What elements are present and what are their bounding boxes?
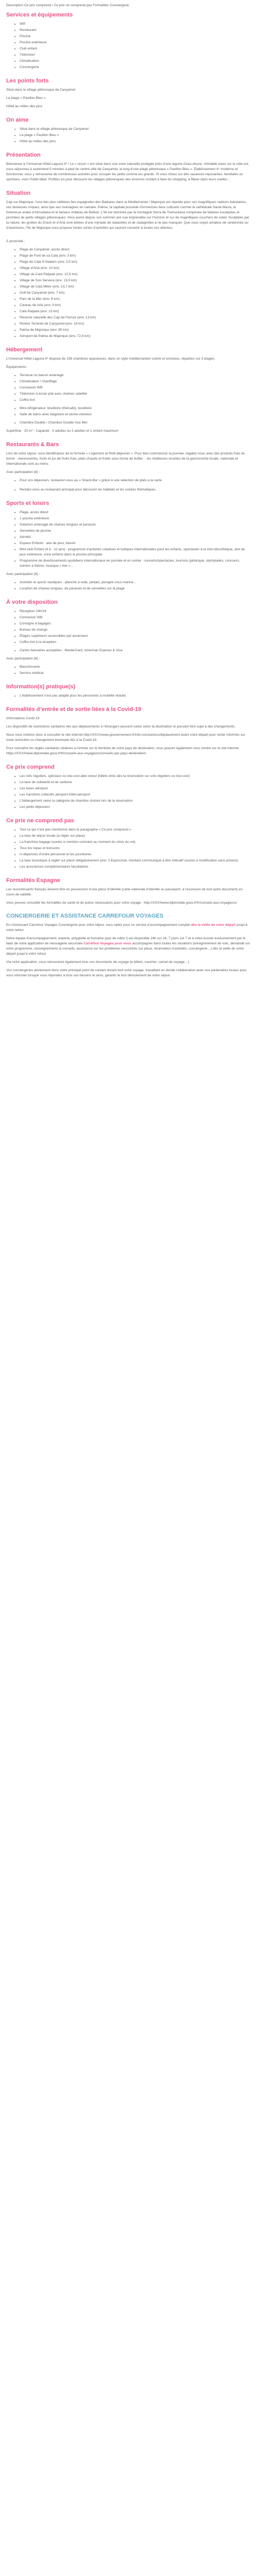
lodging-room-types [6,420,252,426]
location-title: Situation [6,190,31,196]
list-item: • Serviettes de piscine [20,529,252,534]
list-item: • Wifi [20,22,252,27]
concierge-paragraph-3: Via notre application, vous retrouverez également tous vos documents de voyage (e-billets, voucher, carnet de voyage…) [6,960,189,964]
sports-paid-list [6,580,252,591]
covid-subtitle: Informations Covid 19 [6,717,40,720]
not-included-list [6,827,252,870]
list-item: • La plage « Pavillon Bleu » [20,133,252,138]
services-list [6,22,252,70]
list-item: • Aéroport de Palma de Majorque (env. 72,6 km) [20,334,252,339]
disposal-cards [6,648,252,653]
list-item: • Réserve naturelle des Cap de Ferrutx (env. 13 km) [20,315,252,320]
list-item: • Village de Cala Millor (env. 13,7 km) [20,284,252,290]
list-item: • Les petits déjeuners [20,805,252,810]
list-item: • Connexion Wifi [20,385,252,391]
list-item: • Cala Ratjada (env. 13 km) [20,309,252,314]
list-item: • Les vols réguliers, spéciaux ou low-cost aller-retour (billets émis dès la réservation sur vols réguliers ou low-cost) [20,774,252,779]
list-item: • Plage de Font de sa Cala (env. 3 km) [20,253,252,259]
list-item: • Plage, accès direct [20,510,252,515]
spain-formalities-paragraph-2: Vous pouvez consulter les formalités de santé et de police nécessaires pour votre voyage : http://XXXXwww.diplomatie.gouv.fr/fr/conseils-aux-voyageurs/ [6,901,237,905]
list-item: • Restaurant [20,28,252,33]
list-item: • Golf de Canyamel (env. 7 km) [20,291,252,296]
concierge-highlight-1: dès la veille de votre départ [191,923,236,927]
list-item: • Réception 24h/24 [20,609,252,614]
lodging-text: L’Universal Hôtel Laguna 4* dispose de 158 chambres spacieuses, dans un style méditerranéen coloré et lumineux, réparties sur 3 étages. [6,357,216,361]
nearby-label: À proximité : [6,240,25,243]
list-item: • Mini-réfrigérateur, bouilloire (thé/café), bouilloire [20,406,252,411]
list-item: • Espace Enfants : aire de jeux, bassin [20,541,252,546]
product-description [0,0,258,978]
list-item: • La taxe touristique à régler sur place obligatoirement (env. 2 €/pers/nuit, montant communiqué à titre indicatif soumis à modification sans préavis) [20,858,252,863]
restaurants-title: Restaurants & Bars [6,442,59,448]
list-item: • Coffre-fort à la réception [20,640,252,645]
list-item: • Télévision à écran plat avec chaînes satellite [20,392,252,397]
list-item: • Consigne à bagages [20,621,252,626]
list-item: • Blanchisserie [20,665,252,670]
spain-formalities-title: Formalités Espagne [6,877,60,884]
lodging-title: Hébergement [6,347,43,353]
list-item: • Tous les repas et boissons [20,846,252,851]
list-item: • Pour vos déjeuners, restaurez-vous au « Snack-Bar » grâce à une sélection de plats à la carte [20,478,252,483]
list-item: • Étages supérieurs accessibles par ascenseur [20,634,252,639]
list-item: • Solarium aménagé de chaises longues et parasols [20,522,252,528]
disposal-paid-list [6,665,252,676]
list-item: • Caveau de Artà (env. 9 km) [20,303,252,308]
list-item: • Parc de la Mer (env. 8 km) [20,297,252,302]
info-list [6,693,252,699]
lodging-equip-list-2 [6,406,252,417]
at-a-glance-list [6,127,252,144]
at-a-glance-title: On aime [6,117,29,123]
list-item: • Situé dans le village pittoresque de Canyamel [20,127,252,132]
list-item: • Salle de bains avec baignoire et sèche-cheveux [20,412,252,417]
list-item: • Club enfant [20,46,252,52]
list-item: • Palma de Majorque (env. 80 km) [20,328,252,333]
list-item: • Climatisation / chauffage [20,379,252,384]
list-item: • Coffre-fort [20,398,252,403]
info-title: Information(s) pratique(s) [6,684,75,690]
list-item: • Connexion Wifi [20,615,252,620]
sports-paid-label: Avec participation (€) : [6,572,40,576]
presentation-text: Bienvenue à l’Universal Hôtel Laguna 4* ! Le « resort » est situé dans une zone naturelle protégée près d’une lagune d’eau douce. Véritable oasis sur la côte est, vous séjournez à seulement 5 minutes à pied du centre-ville de Canyamel, la long d’une plage pittoresque « Pavillon Bleu ». Établissement 4* moderne et fonctionnel, vous y retrouverez de nombreuses activités pour occuper les petits comme les grands. Si vous misez sur des vacances reposantes, familiales ou sportives, voici l’hôtel idéal. Profitez en pour découvrir les villages pittoresques des environs invitant à faire du shopping, à flâner dans leurs ruelles… [6,162,249,181]
disposal-paid-label: Avec participation (€) : [6,657,40,660]
lodging-surface: Superficie : 20 m² - Capacité : 3 adultes ou 2 adultes et 1 enfant maximum [6,429,118,433]
nearby-list [6,247,252,339]
strong-points-lines [6,88,252,109]
list-item: • Plage de Canyamel, accès direct [20,247,252,252]
list-item: • Les assurances complémentaires facultatives [20,865,252,870]
list-item: • Climatisation [20,59,252,64]
sports-list [6,510,252,569]
list-item: • Tout ce qui n’est pas mentionné dans le paragraphe « Ce prix comprend » [20,827,252,833]
not-included-title: Ce prix ne comprend pas [6,818,74,824]
list-item: • ni dépenses d’ordre personnel et les pourboires [20,852,252,857]
concierge-paragraph-1: En choisissant Carrefour Voyages Conciergerie pour votre séjour, vous optez pour un service d’accompagnement complet dès la veille de votre départ jusqu’à votre retour. [6,923,248,932]
list-item: • Plage de Cala S’Aladern (env. 3,5 km) [20,260,252,265]
list-item: • Les taxes aéroport [20,786,252,791]
list-item: • 1 piscine extérieure [20,516,252,521]
disposal-title: À votre disposition [6,599,58,605]
list-item: • Chambre Double / Chambre Double Vue Mer [20,420,252,426]
text-line: La plage « Pavillon Bleu » [6,96,46,100]
concierge-highlight-2: Carrefour Voyages pour vous [83,942,132,945]
list-item: • Service médical [20,671,252,676]
text-line: Hôtel au milieu des pins [6,105,43,108]
restaurants-paid-list [6,478,252,493]
lodging-equip-label: Équipements : [6,365,28,369]
covid-paragraph-1: Les dispositifs de restrictions sanitaires liés aux déplacements à l’étrangers peuvent varier selon la destination et pouvant être sujet à des changements. [6,725,236,728]
covid-paragraph-2: Nous vous invitons donc à consulter le site internet http://XXXXwww.gouvernement.fr/info-coronavirus/deplacement avant votre départ pour rester informés sur toute restriction ou changement éventuels liés à la Covid-19. [6,733,246,742]
list-item: • Télévision [20,53,252,58]
list-item: • Conciergerie [20,65,252,70]
list-item: • Mini-club Enfant (4 à - 12 ans) : programme d’activités créatives et ludiques internationales pour les enfants, spectacles à la mini-discothèque, aire de jeux extérieure, zone enfants dans la piscine principale [20,547,252,557]
strong-points-title: Les points forts [6,78,49,84]
presentation-title: Présentation [6,152,41,158]
list-item: • Piscine extérieure [20,40,252,45]
included-title: Ce prix comprend [6,764,55,770]
list-item: • L’établissement n’est pas adapté pour les personnes à mobilité réduite. [20,693,252,699]
list-item: • Village de Cala Ratjada (env. 12,5 km) [20,272,252,277]
list-item: • La franchise bagage (soute) si mention contraire au moment du choix du vol) [20,840,252,845]
text-line: Situé dans le village pittoresque de Canyamel [6,88,75,92]
list-item: • Piscine [20,34,252,39]
list-item: • Aérobic [20,535,252,540]
list-item: • Rivière Torrente de Canyamel (env. 18 km) [20,321,252,327]
list-item: • Terrasse ou balcon aménagé [20,373,252,378]
restaurants-text: Lors de votre séjour, vous bénéficierez de la formule « Logement et Petit-déjeuner ». Pour bien commencer la journée, régalez-vous avec des produits frais du terroir : viennoiseries, fruits et jus de fruits frais, plats chauds et froids sous forme de buffet… les meilleures recettes de la gastronomie locale, nationale et internationale sont au menu. [6,452,245,466]
list-item: • Bureau de change [20,628,252,633]
covid-title: Formalités d’entrée et de sortie liées à la Covid-19 [6,706,141,713]
list-item: • Activités et sports nautiques : planche à voile, pédalo, plongée sous-marine… [20,580,252,585]
list-item: • La taxe de séjour locale (à régler sur place) [20,834,252,839]
list-item: • Village de Son Servera (env. 13,5 km) [20,278,252,283]
list-item: • Hôtel au milieu des pins [20,139,252,144]
covid-paragraph-3: Pour connaître les règles sanitaires relatives à l’entrée sur le territoire de votre pays de destination, vous pouvez également vous rendre sur le site internet https://XXXXwww.diplomatie.gouv.fr/fr/conseils-aux-voyageurs/conseils-par-pays-destination/ [6,747,239,755]
location-text: Cap sur Majorque, l’une des plus célèbres îles espagnoles des Baléares dans la Méditerranée ! Majorque est réputée pour ses magnifiques stations balnéaires, ses fameuses criques, ainsi que ses montagnes en calcaire. Palma, la capitale possède d’immenses lieux culturels comme la cathédrale Santa María, la forteresse arabe d’Almudaina et le fameux château de Bellver. L’île est dominée par la montagne Serra de Tramuntana composée de falaises escarpées et jonchées de petits villages pittoresques. Vous aurez depuis son sommet une vue imprenable sur l’horizon et sur de magnifiques couchers de soleil. Sculptées par la nature, les grottes du Drach et d’Artà sont dotées d’une myriade de stalactites et de stalagmites à ne pas manquer. Que vous soyez amateur de randonnée ou d’aventures, l’île de Majorque vous propose toutes sortes d’activités qui sauront convenir à toutes vos attentes. [6,200,249,230]
spain-formalities-paragraph-1: Les ressortissants français doivent être en possession d’une pièce d’identité (carte nationale d’identité ou passeport, à l’exclusion de tout autre document) en cours de validité. [6,888,243,896]
lodging-equip-list [6,373,252,403]
restaurants-paid-label: Avec participation (€) : [6,470,40,474]
list-item: • Rendez-vous au restaurant principal pour découvrir les habitats et les soirées thématiques. [20,487,252,493]
list-item: • Cartes bancaires acceptées : MasterCard, American Express & Visa [20,648,252,653]
concierge-paragraph-2: Notre équipe d’accompagnement, experte, polyglotte et humaine (pas de robot !) est disponible 24h sur 24, 7 jours sur 7 et à votre écoute exclusivement par le biais de notre application de messagerie sécurisée Carrefour Voyages pour vous accompagner dans toutes les situations (enregistrement de vols, demande sur votre programme, renseignements & conseils, assistance sur les problèmes rencontrés sur place, réservation d’activités, conciergerie…) dès la veille de votre départ jusqu’à votre retour. [6,937,250,956]
list-item: • La taxe de solidarité et de carbone [20,780,252,785]
services-title: Services et équipements [6,12,73,18]
list-item: • Les transferts collectifs aéroport-hôtel-aéroport [20,792,252,798]
list-item: • Location de chaises longues, de parasols et de serviettes sur la plage [20,586,252,591]
disposal-list [6,609,252,645]
concierge-title: CONCIERGERIE ET ASSISTANCE CARREFOUR VOYAGES [6,913,164,919]
list-item: • Village d’Artà (env. 10 km) [20,266,252,271]
sports-title: Sports et loisirs [6,500,50,506]
included-list [6,774,252,810]
concierge-paragraph-4: Vos conciergeries deviennent donc votre principal point de contact durant tout votre voyage, travaillant en étroite collaboration avec nos partenaires locaux pour vous informer lorsque vous répondez à tous vos besoins et ainsi, garantir le bon déroulement de votre séjour. [6,969,247,977]
intro-line: Description Ce prix comprend / Ce prix ne comprend pas Formalités Conciergerie [6,4,129,7]
list-item: • Programme de divertissements quotidiens internationaux en journée et en soirée : concerts/spectacles, tournois (pétanque, olympiades, concours, soirées à thème, musique « live »… [20,558,252,569]
list-item: • L’hébergement selon la catégorie de chambre choisie lors de la réservation [20,799,252,804]
